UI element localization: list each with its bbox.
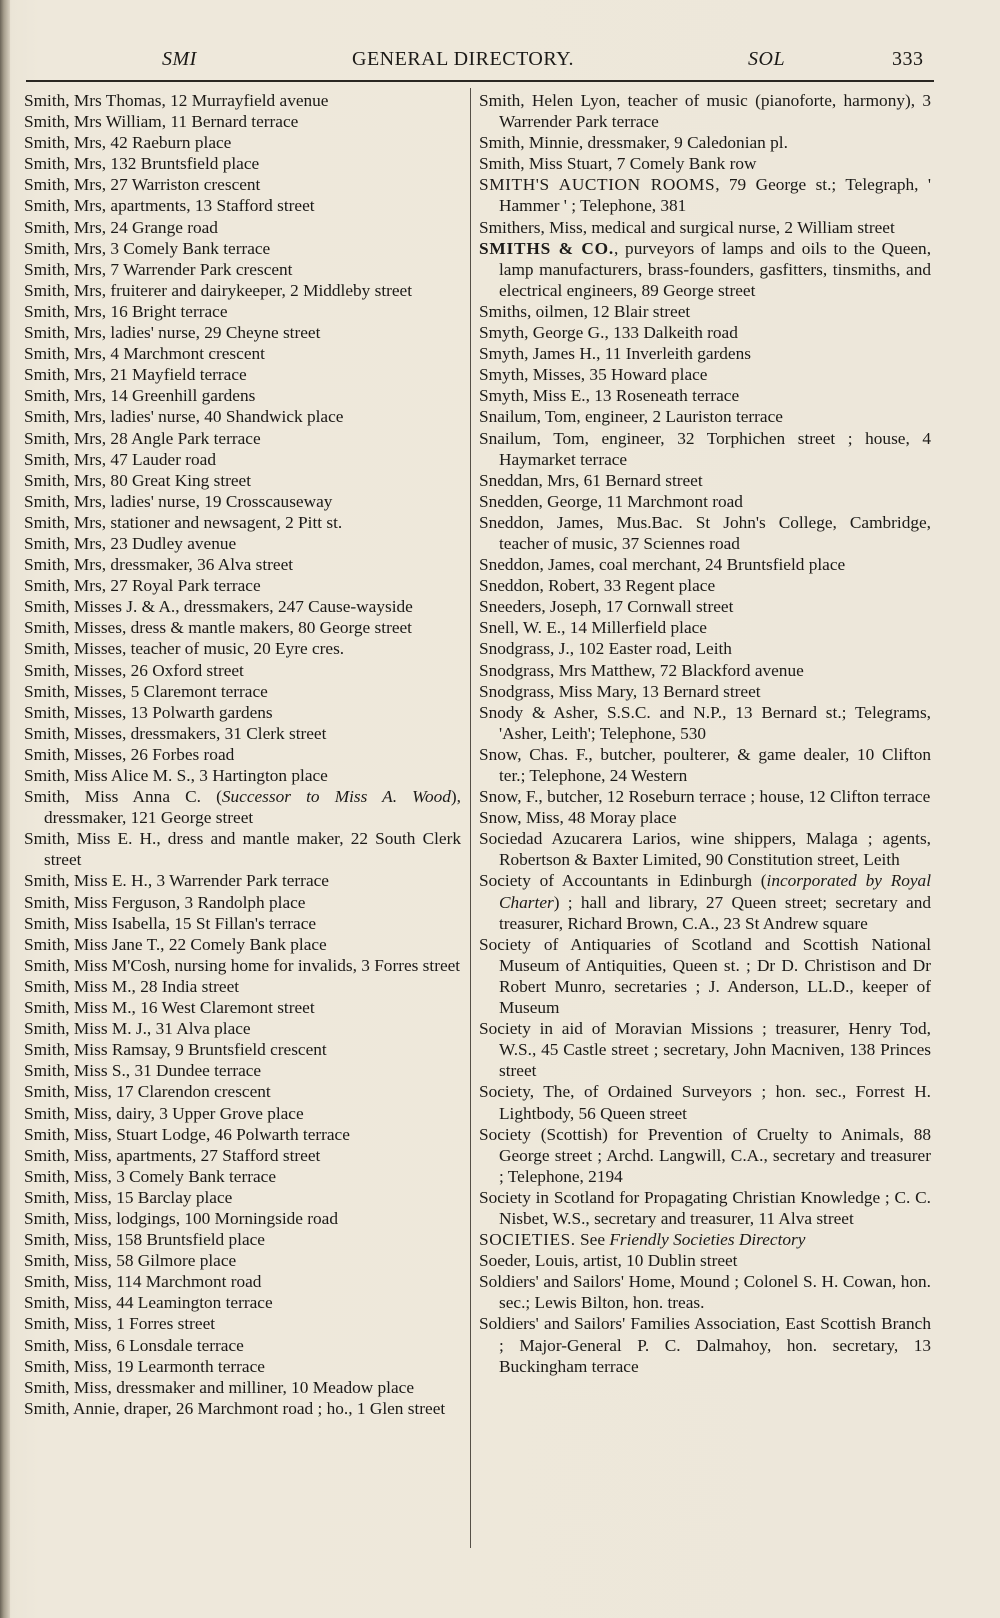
directory-entry: Smith, Mrs, 7 Warrender Park crescent bbox=[24, 259, 293, 279]
directory-entry: Smith, Miss Ramsay, 9 Bruntsfield crescent bbox=[24, 1040, 327, 1060]
directory-entry: Smith, Miss, apartments, 27 Stafford street bbox=[24, 1145, 321, 1165]
directory-entry: Snow, Chas. F., butcher, poulterer, & game dealer, 10 Clifton ter.; Telephone, 24 Western bbox=[479, 744, 931, 785]
directory-entry: Smith, Miss M. J., 31 Alva place bbox=[24, 1019, 251, 1039]
directory-entry: Smith, Miss, dressmaker and milliner, 10 Meadow place bbox=[24, 1377, 414, 1397]
directory-entry: Smith, Mrs Thomas, 12 Murrayfield avenue bbox=[24, 91, 329, 110]
directory-entry: SOCIETIES. See Friendly Societies Directory bbox=[479, 1230, 806, 1250]
header-rule bbox=[26, 80, 934, 82]
directory-entry: Smith, Mrs, 80 Great King street bbox=[24, 470, 252, 490]
directory-entry: Smith, Miss Alice M. S., 3 Hartington place bbox=[24, 766, 328, 785]
directory-entry: Smith, Miss Ferguson, 3 Randolph place bbox=[24, 892, 306, 912]
directory-entry: Smith, Mrs, 14 Greenhill gardens bbox=[24, 386, 256, 406]
directory-entry: Smith, Miss E. H., dress and mantle maker, 22 South Clerk street bbox=[24, 829, 461, 870]
directory-entry: Smith, Miss, 158 Bruntsfield place bbox=[24, 1230, 265, 1250]
directory-entry: SMITHS & CO., purveyors of lamps and oils to the Queen, lamp manufacturers, brass-founders, gasfitters, tinsmiths, and electrical engineers, 89 George street bbox=[479, 238, 932, 300]
directory-entry: Smith, Miss M., 16 West Claremont street bbox=[24, 998, 315, 1018]
directory-entry: Smith, Mrs, 28 Angle Park terrace bbox=[24, 428, 261, 448]
directory-entry: Snody & Asher, S.S.C. and N.P., 13 Bernard st.; Telegrams, 'Asher, Leith'; Telephone, 530 bbox=[479, 702, 931, 743]
directory-entry: Smith, Misses, teacher of music, 20 Eyre cres. bbox=[24, 639, 345, 659]
directory-entry: Smith, Miss Anna C. (Successor to Miss A. Wood), dressmaker, 121 George street bbox=[24, 787, 461, 828]
directory-entry: Smyth, James H., 11 Inverleith gardens bbox=[479, 344, 751, 364]
directory-entry: Snodgrass, Miss Mary, 13 Bernard street bbox=[479, 681, 761, 701]
header-title: GENERAL DIRECTORY. bbox=[352, 48, 574, 70]
directory-entry: Smith, Misses, 13 Polwarth gardens bbox=[24, 702, 273, 722]
directory-entry: Smith, Misses, dress & mantle makers, 80 George street bbox=[24, 618, 412, 638]
column-divider bbox=[470, 88, 471, 1548]
directory-entry: Society of Antiquaries of Scotland and Scottish National Museum of Antiquities, Queen st. ; Dr D. Christison and Dr Robert Munro, secretaries ; J. Anderson, LL.D., keeper of Museum bbox=[479, 934, 931, 1018]
directory-entry: Sneddan, Mrs, 61 Bernard street bbox=[479, 470, 703, 490]
running-header bbox=[24, 48, 934, 80]
directory-entry: Smith, Mrs, dressmaker, 36 Alva street bbox=[24, 555, 294, 575]
directory-entry: Sneddon, James, coal merchant, 24 Bruntsfield place bbox=[479, 555, 846, 575]
directory-entry: Smith, Misses, 26 Forbes road bbox=[24, 744, 235, 764]
directory-entry: Smith, Miss, 17 Clarendon crescent bbox=[24, 1082, 271, 1102]
directory-entry: Snodgrass, Mrs Matthew, 72 Blackford avenue bbox=[479, 660, 804, 680]
directory-entry: Snedden, George, 11 Marchmont road bbox=[479, 491, 743, 511]
directory-entry: Smith, Mrs, 27 Warriston crescent bbox=[24, 175, 261, 195]
directory-entry: Smith, Miss M'Cosh, nursing home for invalids, 3 Forres street bbox=[24, 955, 461, 975]
directory-entry: Smith, Misses J. & A., dressmakers, 247 Cause-wayside bbox=[24, 597, 413, 617]
directory-entry: Smith, Helen Lyon, teacher of music (pianoforte, harmony), 3 Warrender Park terrace bbox=[479, 91, 931, 132]
directory-entry: Sneddon, James, Mus.Bac. St John's College, Cambridge, teacher of music, 37 Sciennes road bbox=[479, 512, 931, 553]
directory-entry: Smith, Mrs, ladies' nurse, 19 Crosscauseway bbox=[24, 491, 333, 511]
directory-entry: Smith, Mrs, 23 Dudley avenue bbox=[24, 533, 237, 553]
directory-entry: Sociedad Azucarera Larios, wine shippers, Malaga ; agents, Robertson & Baxter Limited, 90 Constitution street, Leith bbox=[479, 829, 931, 870]
directory-entry: Smith, Mrs, 42 Raeburn place bbox=[24, 133, 232, 153]
header-left-guide-word: SMI bbox=[162, 48, 197, 70]
directory-entry: Smith, Miss, 114 Marchmont road bbox=[24, 1272, 262, 1292]
directory-entry: Society (Scottish) for Prevention of Cruelty to Animals, 88 George street ; Archd. Langwill, C.A., secretary and treasurer ; Telephone, 2194 bbox=[479, 1124, 931, 1186]
directory-entry: Smith, Mrs, 47 Lauder road bbox=[24, 449, 216, 469]
directory-entry: Smiths, oilmen, 12 Blair street bbox=[479, 301, 691, 321]
directory-entry: Sneeders, Joseph, 17 Cornwall street bbox=[479, 597, 734, 617]
header-right-guide-word: SOL bbox=[748, 48, 786, 70]
directory-entry: Smith, Mrs, fruiterer and dairykeeper, 2 Middleby street bbox=[24, 280, 413, 300]
directory-entry: Smith, Mrs, ladies' nurse, 29 Cheyne street bbox=[24, 323, 321, 343]
page-number: 333 bbox=[892, 48, 924, 70]
directory-entry: Soeder, Louis, artist, 10 Dublin street bbox=[479, 1251, 738, 1271]
directory-entry: Smith, Miss, Stuart Lodge, 46 Polwarth terrace bbox=[24, 1124, 350, 1144]
directory-entry: Smith, Mrs, 132 Bruntsfield place bbox=[24, 154, 260, 174]
directory-entry: Smith, Minnie, dressmaker, 9 Caledonian pl. bbox=[479, 133, 788, 153]
directory-entry: Smith, Miss, 1 Forres street bbox=[24, 1314, 216, 1334]
directory-entry: Smith, Miss M., 28 India street bbox=[24, 976, 240, 996]
directory-entry: Smith, Miss S., 31 Dundee terrace bbox=[24, 1061, 262, 1081]
directory-entry: Smith, Mrs, apartments, 13 Stafford street bbox=[24, 196, 315, 216]
left-column bbox=[24, 90, 461, 1419]
directory-entry: Smith, Mrs, stationer and newsagent, 2 Pitt st. bbox=[24, 512, 343, 532]
directory-entry: Snailum, Tom, engineer, 32 Torphichen street ; house, 4 Haymarket terrace bbox=[479, 428, 931, 469]
directory-entry: Smith, Miss Stuart, 7 Comely Bank row bbox=[479, 154, 757, 174]
directory-entry: Smith, Mrs, 3 Comely Bank terrace bbox=[24, 238, 271, 258]
directory-entry: Soldiers' and Sailors' Families Association, East Scottish Branch ; Major-General P. C. Dalmahoy, hon. secretary, 13 Buckingham terrace bbox=[479, 1314, 931, 1376]
directory-entry: Smith, Miss, dairy, 3 Upper Grove place bbox=[24, 1103, 304, 1123]
directory-entry: Snow, Miss, 48 Moray place bbox=[479, 808, 677, 828]
directory-entry: Society, The, of Ordained Surveyors ; hon. sec., Forrest H. Lightbody, 56 Queen street bbox=[479, 1082, 931, 1123]
directory-entry: Smith, Miss, lodgings, 100 Morningside road bbox=[24, 1208, 338, 1228]
directory-entry: Smith, Misses, 5 Claremont terrace bbox=[24, 681, 268, 701]
directory-entry: Smith, Mrs, 16 Bright terrace bbox=[24, 301, 228, 321]
directory-entry: Smithers, Miss, medical and surgical nurse, 2 William street bbox=[479, 217, 895, 237]
directory-entry: Smith, Miss, 3 Comely Bank terrace bbox=[24, 1166, 276, 1186]
directory-entry: Snow, F., butcher, 12 Roseburn terrace ; house, 12 Clifton terrace bbox=[479, 787, 931, 807]
directory-entry: Society of Accountants in Edinburgh (incorporated by Royal Charter) ; hall and library, 27 Queen street; secretary and treasurer, Richard Brown, C.A., 23 St Andrew square bbox=[479, 871, 931, 933]
directory-entry: Smith, Mrs, ladies' nurse, 40 Shandwick place bbox=[24, 407, 344, 427]
directory-entry: Smith, Misses, 26 Oxford street bbox=[24, 660, 244, 680]
directory-entry: Smith, Miss, 19 Learmonth terrace bbox=[24, 1356, 265, 1376]
directory-entry: Smyth, George G., 133 Dalkeith road bbox=[479, 323, 738, 343]
directory-entry: Snell, W. E., 14 Millerfield place bbox=[479, 618, 707, 638]
directory-entry: Smith, Miss, 15 Barclay place bbox=[24, 1187, 233, 1207]
directory-entry: Smith, Miss E. H., 3 Warrender Park terrace bbox=[24, 871, 329, 891]
directory-entry: Smith, Mrs, 4 Marchmont crescent bbox=[24, 344, 265, 364]
directory-entry: Society in aid of Moravian Missions ; treasurer, Henry Tod, W.S., 45 Castle street ; secretary, John Macniven, 138 Princes street bbox=[479, 1019, 931, 1081]
directory-entry: Snodgrass, J., 102 Easter road, Leith bbox=[479, 639, 732, 659]
page-binding-edge bbox=[0, 0, 10, 1618]
directory-entry: Smith, Mrs, 24 Grange road bbox=[24, 217, 218, 237]
directory-entry: Soldiers' and Sailors' Home, Mound ; Colonel S. H. Cowan, hon. sec.; Lewis Bilton, hon. treas. bbox=[479, 1272, 931, 1313]
directory-entry: Sneddon, Robert, 33 Regent place bbox=[479, 576, 716, 596]
directory-entry: SMITH'S AUCTION ROOMS, 79 George st.; Telegraph, ' Hammer ' ; Telephone, 381 bbox=[479, 175, 931, 216]
directory-entry: Smyth, Misses, 35 Howard place bbox=[479, 365, 708, 385]
directory-entry: Smith, Annie, draper, 26 Marchmont road ; ho., 1 Glen street bbox=[24, 1398, 446, 1418]
directory-entry: Society in Scotland for Propagating Christian Knowledge ; C. C. Nisbet, W.S., secretary and treasurer, 11 Alva street bbox=[479, 1187, 931, 1228]
directory-entry: Smith, Miss Isabella, 15 St Fillan's terrace bbox=[24, 913, 317, 933]
directory-entry: Smith, Miss, 58 Gilmore place bbox=[24, 1251, 237, 1271]
directory-entry: Smyth, Miss E., 13 Roseneath terrace bbox=[479, 386, 740, 406]
directory-entry: Smith, Miss Jane T., 22 Comely Bank place bbox=[24, 934, 327, 954]
directory-entry: Smith, Miss, 6 Lonsdale terrace bbox=[24, 1335, 244, 1355]
directory-entry: Smith, Misses, dressmakers, 31 Clerk street bbox=[24, 723, 327, 743]
right-column bbox=[479, 90, 931, 1377]
directory-entry: Smith, Mrs, 27 Royal Park terrace bbox=[24, 576, 261, 596]
directory-entry: Smith, Miss, 44 Leamington terrace bbox=[24, 1293, 273, 1313]
directory-entry: Smith, Mrs, 21 Mayfield terrace bbox=[24, 365, 247, 385]
directory-entry: Smith, Mrs William, 11 Bernard terrace bbox=[24, 112, 299, 132]
directory-entry: Snailum, Tom, engineer, 2 Lauriston terrace bbox=[479, 407, 783, 427]
